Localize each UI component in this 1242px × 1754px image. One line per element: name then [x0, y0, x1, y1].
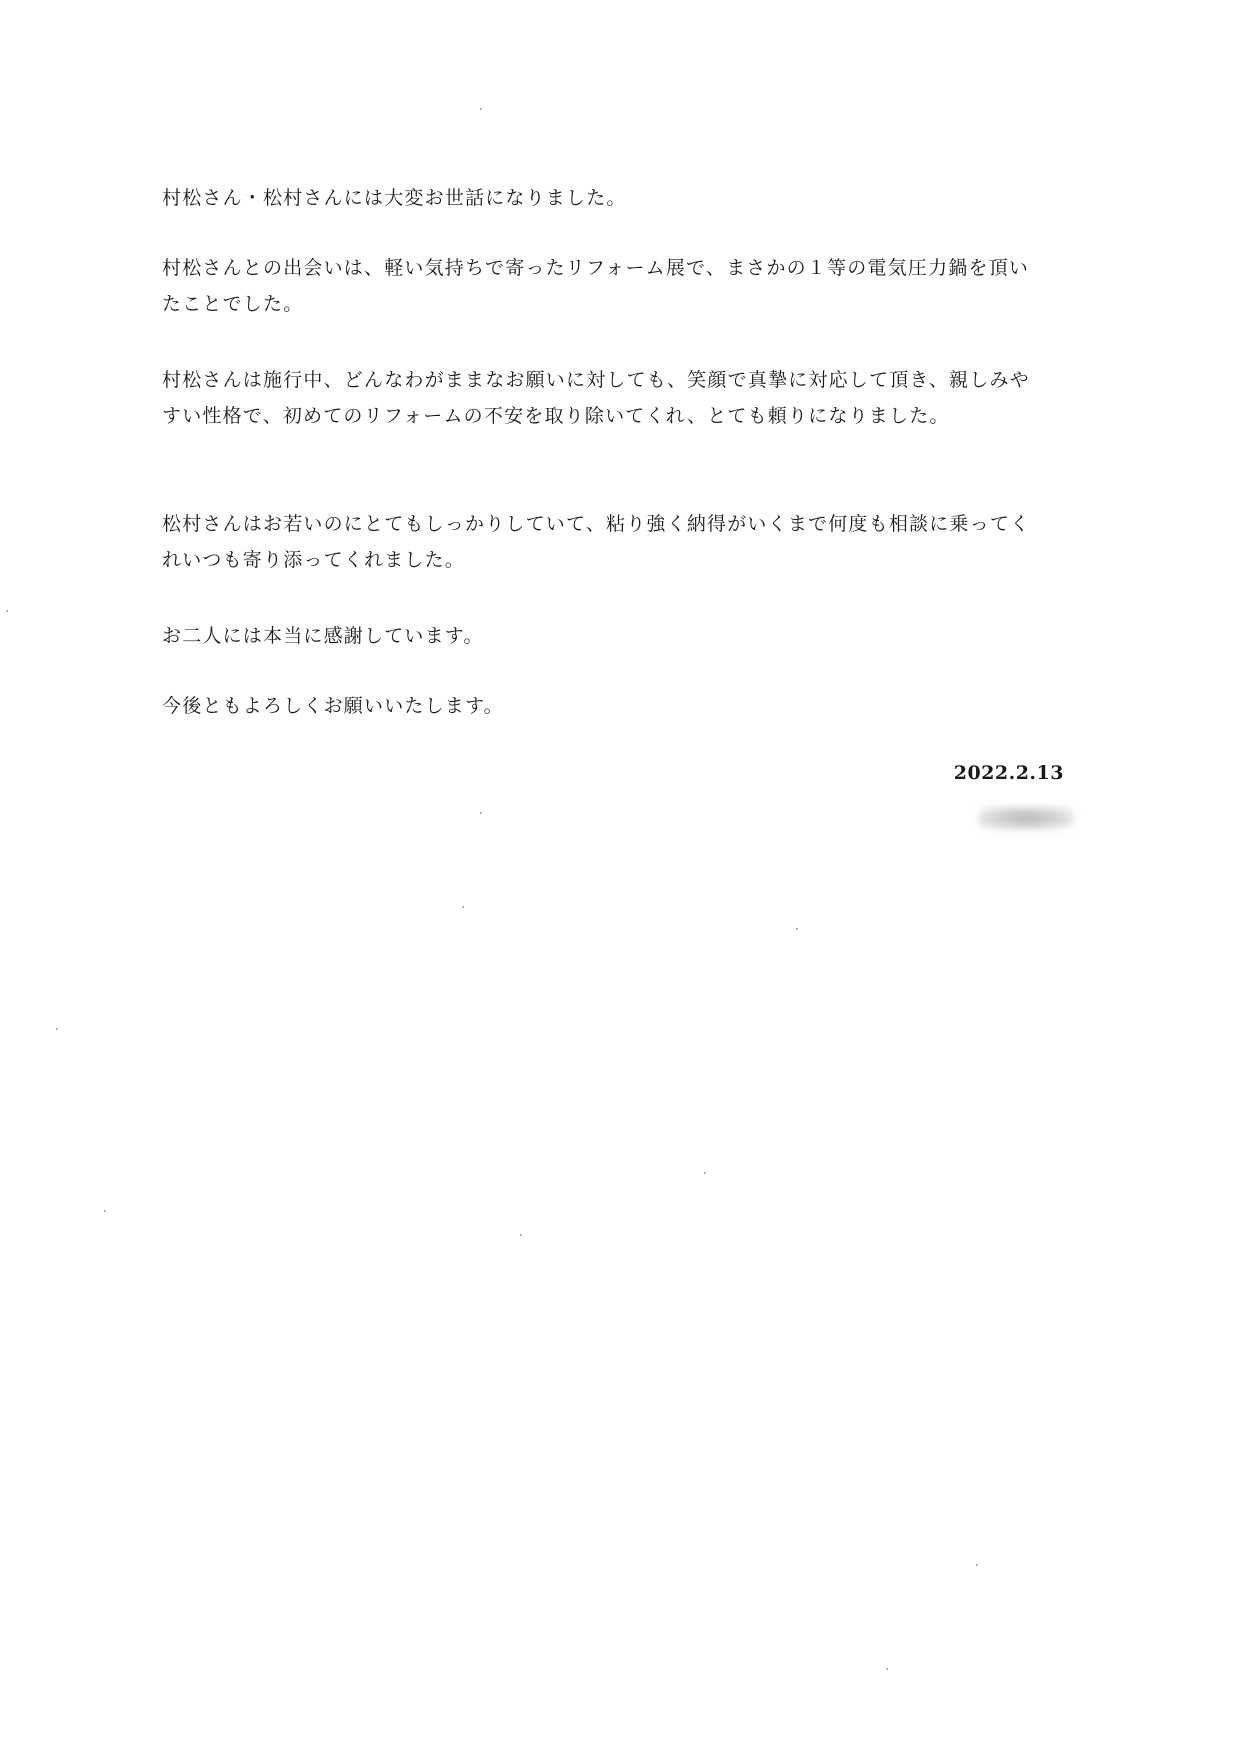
scan-speck	[462, 906, 464, 908]
scan-speck	[520, 1234, 522, 1236]
paragraph-thanks	[162, 180, 1082, 216]
text-line: 村松さんは施行中、どんなわがままなお願いに対しても、笑顔で真摯に対応して頂き、親しみや	[162, 369, 1030, 391]
scan-speck	[886, 1668, 888, 1670]
scan-speck	[56, 1028, 58, 1030]
paragraph-closing	[162, 688, 1082, 724]
text-line: 松村さんはお若いのにとてもしっかりしていて、粘り強く納得がいくまで何度も相談に乗ってく	[162, 513, 1031, 535]
text-line: 村松さん・松村さんには大変お世話になりました。	[162, 187, 627, 209]
text-line: すい性格で、初めてのリフォームの不安を取り除いてくれ、とても頼りになりました。	[162, 405, 950, 427]
text-line: たことでした。	[162, 293, 304, 315]
scan-speck	[480, 812, 482, 814]
text-line: 今後ともよろしくお願いいたします。	[162, 695, 504, 717]
paragraph-muramatsu	[162, 362, 1082, 434]
paragraph-matsumura	[162, 506, 1082, 578]
scan-speck	[6, 610, 8, 612]
scan-speck	[104, 1210, 106, 1212]
paragraph-first-meeting	[162, 250, 1082, 322]
blurred-signature	[978, 806, 1074, 830]
scan-speck	[704, 1172, 706, 1174]
text-line: 村松さんとの出会いは、軽い気持ちで寄ったリフォーム展で、まさかの１等の電気圧力鍋を頂い	[162, 257, 1030, 279]
scan-speck	[976, 1564, 978, 1566]
scan-speck	[480, 108, 482, 110]
paragraph-gratitude	[162, 618, 1082, 654]
letter-date: 2022.2.13	[953, 762, 1064, 784]
text-line: お二人には本当に感謝しています。	[162, 625, 484, 647]
text-line: れいつも寄り添ってくれました。	[162, 549, 466, 571]
scan-speck	[796, 928, 798, 930]
